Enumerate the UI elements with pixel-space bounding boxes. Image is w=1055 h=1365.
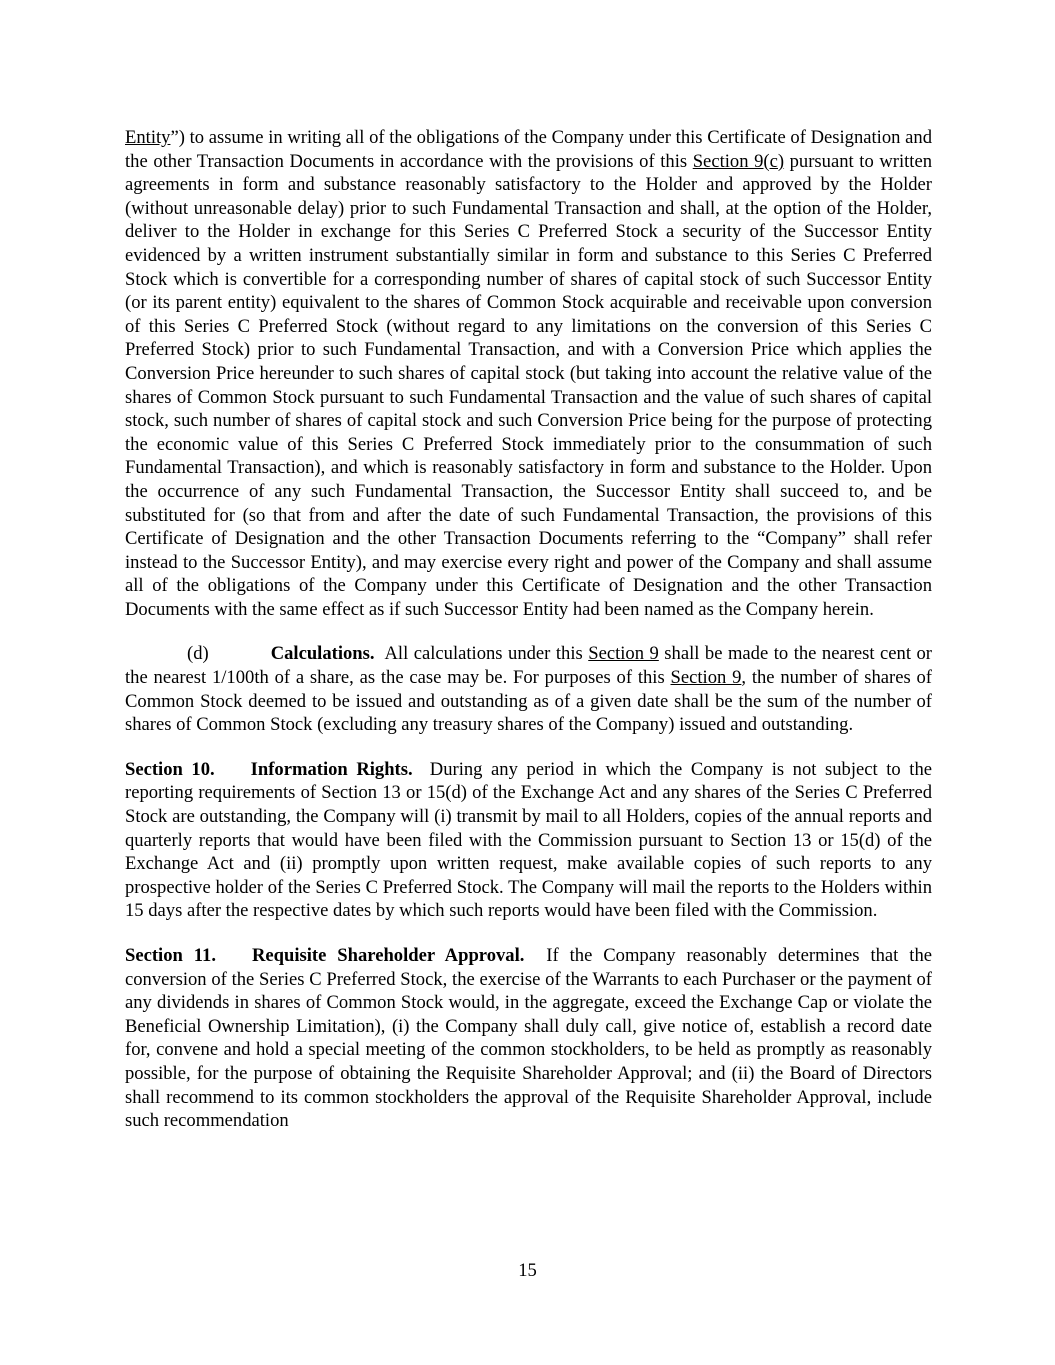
paragraph-text: shall be made to the nearest cent or the nearest 1/100th of a share, as the case may be. For purposes of this xyxy=(125,643,933,689)
section-reference: Section 9 xyxy=(670,667,742,689)
paragraph-text: If the Company reasonably determines that the conversion of the Series C Preferred Stock, the exercise of the Warrants to each Purchaser or the payment of any dividends in shares of Common Stock would, in the aggregate, exceed the Exchange Cap or violate the Beneficial Ownership Limitation), (i) the Company shall duly call, give notice of, establish a record date for, convene and hold a special meeting of the common stockholders, to be held as promptly as reasonably possible, for the purpose of obtaining the Requisite Shareholder Approval; and (ii) the Board of Directors shall recommend to its common stockholders the approval of the Requisite Shareholder Approval, include such recommendation xyxy=(125,945,937,1132)
section-reference: Section 9(c) xyxy=(692,150,785,172)
page-number: 15 xyxy=(518,1260,537,1281)
subsection-heading: Calculations. xyxy=(270,643,375,665)
section-number: Section 10. xyxy=(125,758,215,780)
paragraph-text: During any period in which the Company is not subject to the reporting requirements of Section 13 or 15(d) of the Exchange Act and any shares of the Series C Preferred Stock are outstanding, the Company will (i) transmit by mail to all Holders, copies of the annual reports and quarterly reports that would have been filed with the Commission pursuant to Section 13 or 15(d) of the Exchange Act and (ii) promptly upon written request, make available copies of such reports to any prospective holder of the Series C Preferred Stock. The Company will mail the reports to the Holders within 15 days after the respective dates by which such reports would have been filed with the Commission. xyxy=(125,758,937,922)
paragraph-text: All calculations under this xyxy=(374,643,589,665)
paragraph-text: pursuant to written agreements in form and substance reasonably satisfactory to the Holder and approved by the Holder (without unreasonable delay) prior to such Fundamental Transaction and shall, at the option of the Holder, deliver to the Holder in exchange for this Series C Preferred Stock a security of the Successor Entity evidenced by a written instrument substantially similar in form and substance to this Series C Preferred Stock which is convertible for a corresponding number of shares of capital stock of such Successor Entity (or its parent entity) equivalent to the shares of Common Stock acquirable and receivable upon conversion of this Series C Preferred Stock (without regard to any limitations on the conversion of this Series C Preferred Stock) prior to such Fundamental Transaction, and with a Conversion Price which applies the Conversion Price hereunder to such shares of capital stock (but taking into account the relative value of the shares of Common Stock pursuant to such Fundamental Transaction and the value of such shares of capital stock, such number of shares of capital stock and such Conversion Price being for the purpose of protecting the economic value of this Series C Preferred Stock immediately prior to the consummation of such Fundamental Transaction), and which is reasonably satisfactory in form and substance to the Holder. Upon the occurrence of any such Fundamental Transaction, the Successor Entity shall succeed to, and be substituted for (so that from and after the date of such Fundamental Transaction, the provisions of this Certificate of Designation and the other Transaction Documents referring to the “Company” shall refer instead to the Successor Entity), and may exercise every right and power of the Company and shall assume all of the obligations of the Company under this Certificate of Designation and the other Transaction Documents with the same effect as if such Successor Entity had been named as the Company herein. xyxy=(125,150,933,620)
paragraph-section-10 xyxy=(125,758,937,923)
section-reference: Section 9 xyxy=(588,643,659,665)
paragraph-text: , the number of shares of Common Stock deemed to be issued and outstanding as of a given date shall be the sum of the number of shares of Common Stock (excluding any treasury shares of the Company) issued and outstanding. xyxy=(125,667,932,736)
section-number: Section 11. xyxy=(125,945,216,966)
paragraph-successor-entity xyxy=(125,126,932,621)
defined-term-entity: Entity xyxy=(125,127,171,148)
document-page xyxy=(125,126,937,1154)
paragraph-text: ”) to assume in writing all of the obligations of the Company under this Certificate of Designation and the other Transaction Documents in accordance with the provisions of this xyxy=(125,127,932,172)
paragraph-calculations xyxy=(125,642,932,736)
subsection-label: (d) xyxy=(187,643,209,665)
section-heading: Requisite Shareholder Approval. xyxy=(252,945,525,966)
paragraph-section-11 xyxy=(125,944,937,1133)
section-heading: Information Rights. xyxy=(250,758,413,780)
